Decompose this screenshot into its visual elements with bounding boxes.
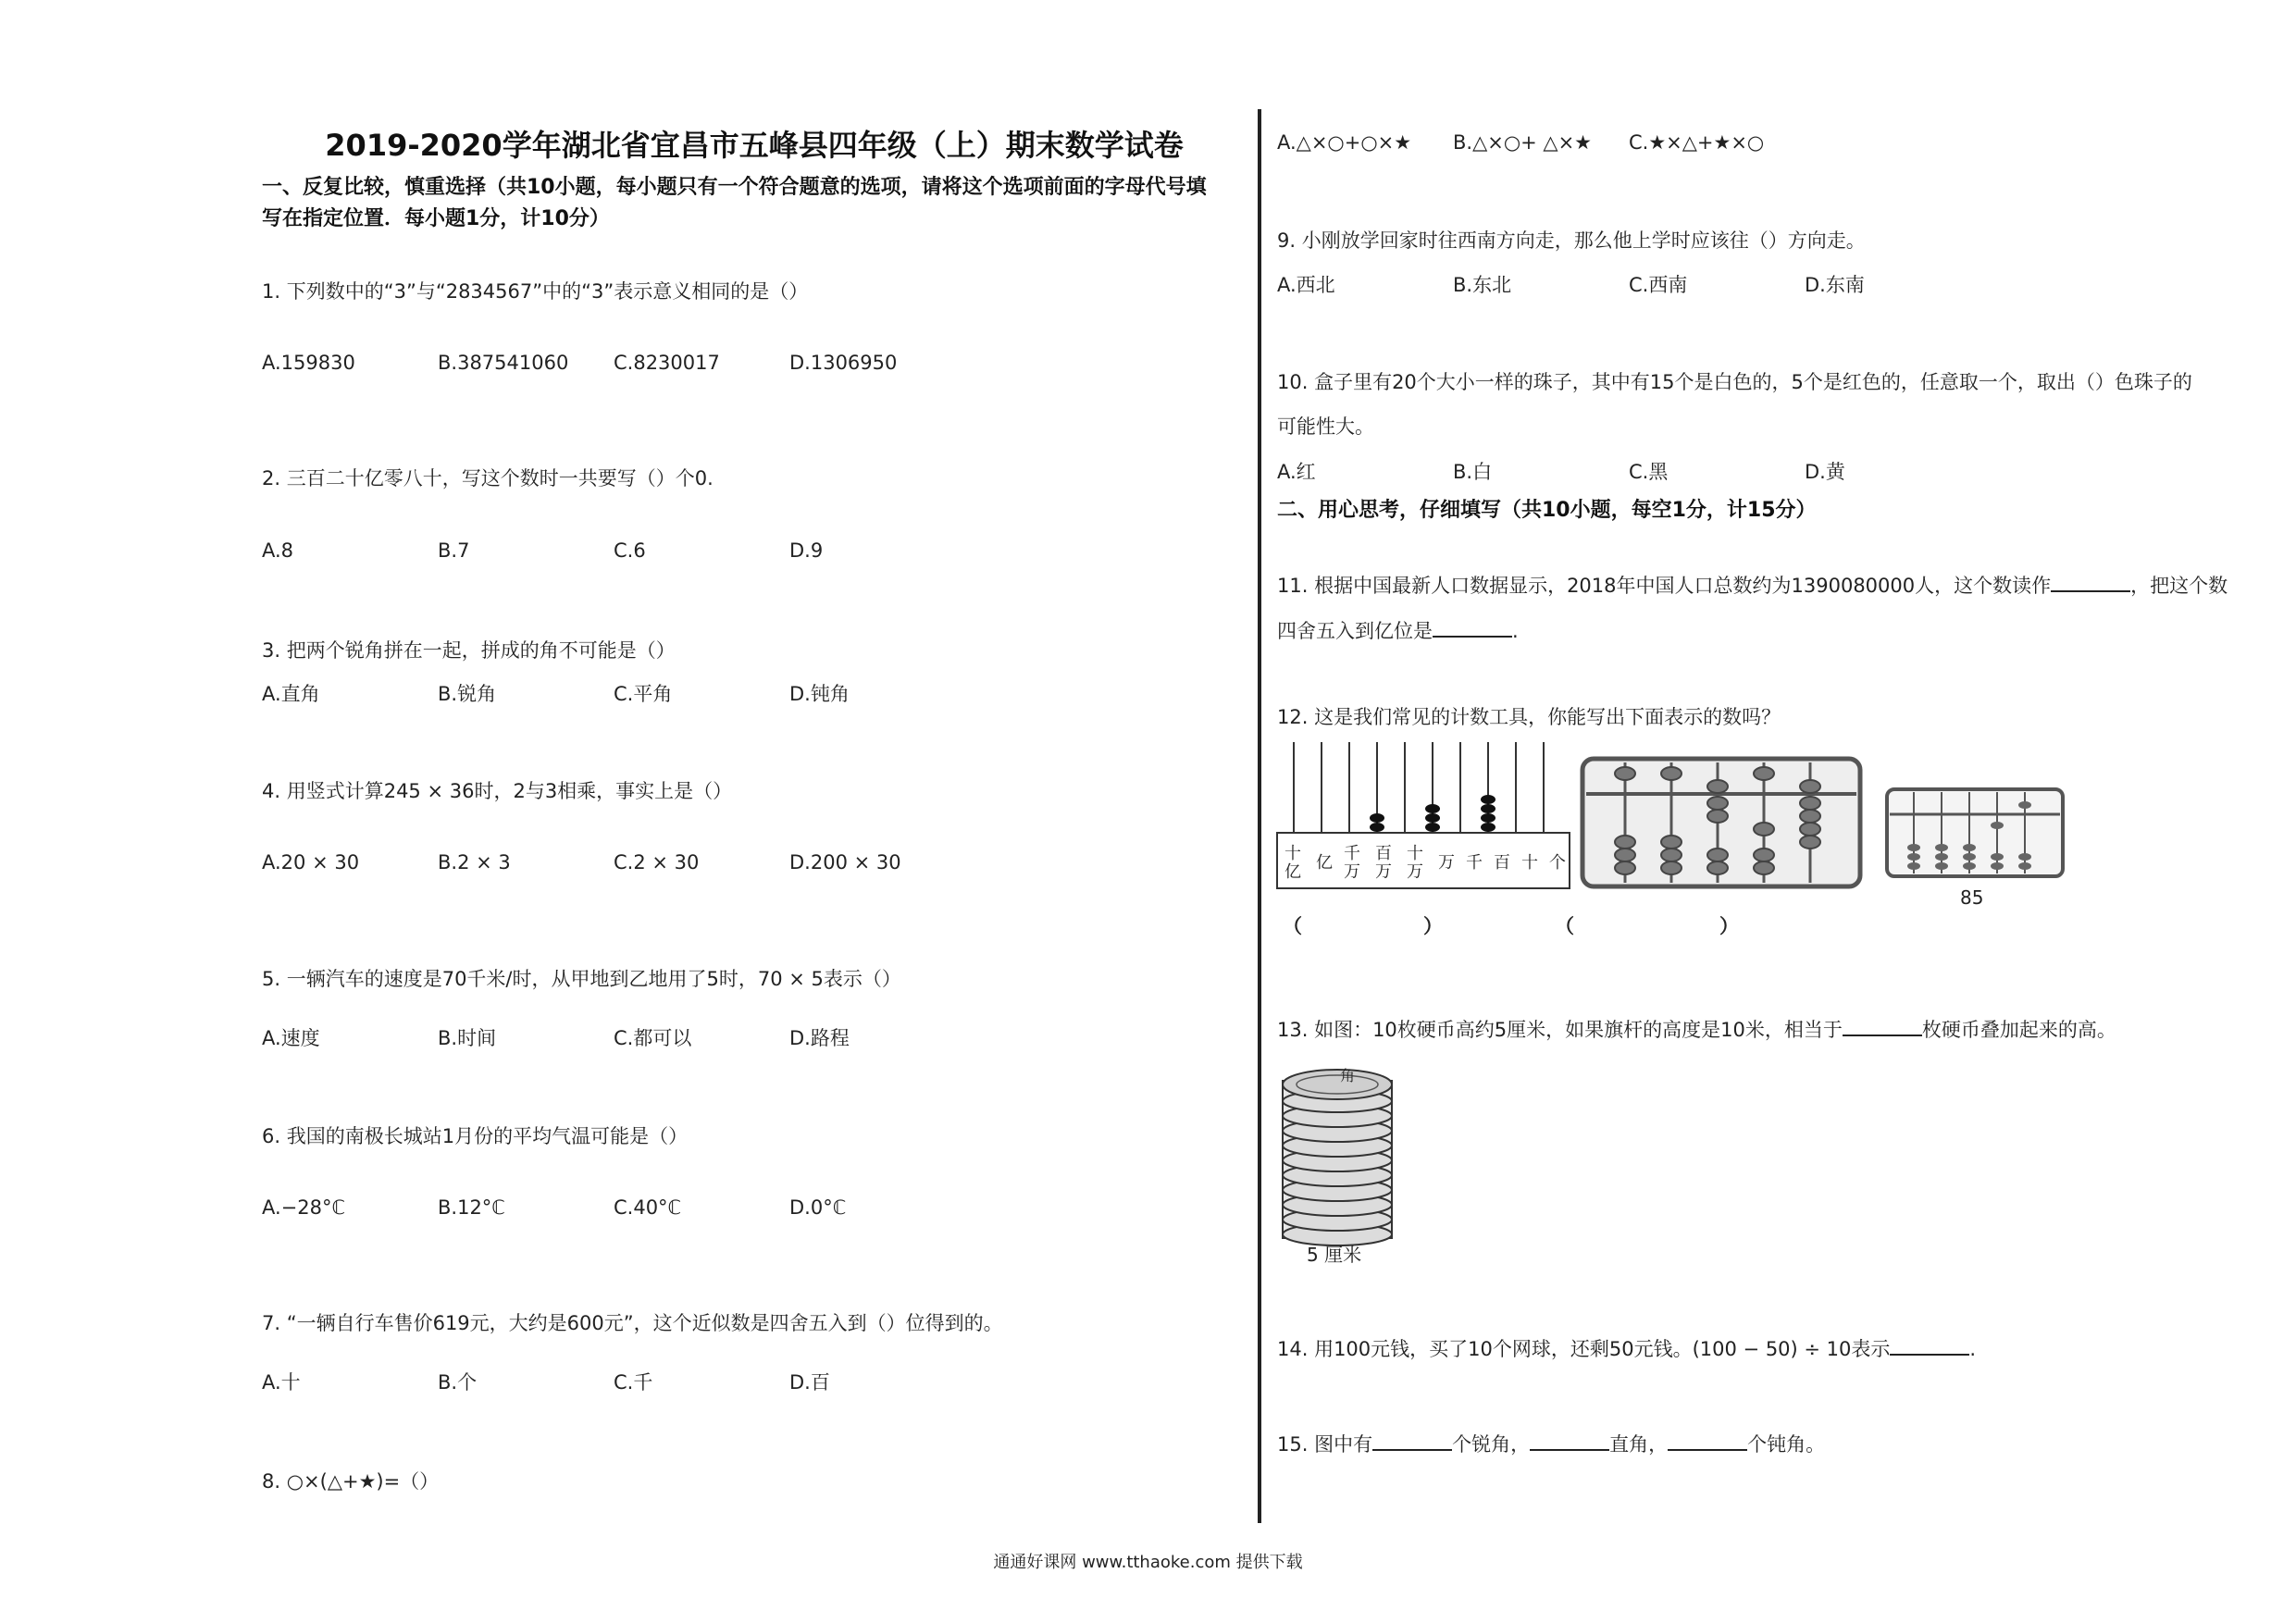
question-13: 13. 如图：10枚硬币高约5厘米，如果旗杆的高度是10米，相当于 枚硬币叠加起来的高。 <box>1277 1016 2116 1044</box>
question-8: 8. ○×(△+★)=（） <box>262 1470 440 1493</box>
option: B.12°ℂ <box>438 1196 505 1219</box>
option: D.1306950 <box>789 352 898 374</box>
answer-paren-1-open: （ <box>1283 915 1302 937</box>
answer-blank[interactable] <box>2051 572 2130 592</box>
small-abacus-figure <box>1884 787 2066 879</box>
option: B.2 × 3 <box>438 851 511 873</box>
question-9: 9. 小刚放学回家时往西南方向走，那么他上学时应该往（）方向走。 <box>1277 229 1866 252</box>
answer-blank[interactable] <box>1372 1431 1452 1451</box>
option: B.时间 <box>438 1027 497 1049</box>
option: A.−28°ℂ <box>262 1196 346 1219</box>
option: C.8230017 <box>614 352 720 374</box>
place-label: 亿 <box>1316 853 1333 873</box>
question-7: 7. “一辆自行车售价619元，大约是600元”，这个近似数是四舍五入到（）位得到的。 <box>262 1312 1003 1334</box>
option: A.直角 <box>262 683 320 705</box>
question-10-line-2: 可能性大。 <box>1277 415 1374 438</box>
question-4: 4. 用竖式计算245 × 36时，2与3相乘，事实上是（） <box>262 780 733 802</box>
question-11-line-2: 四舍五入到亿位是 . <box>1277 617 1519 645</box>
option: B.白 <box>1453 461 1493 483</box>
option: C.都可以 <box>614 1027 692 1049</box>
place-label: 个 <box>1549 853 1566 873</box>
answer-blank[interactable] <box>1668 1431 1747 1451</box>
question-5: 5. 一辆汽车的速度是70千米/时，从甲地到乙地用了5时，70 × 5表示（） <box>262 968 901 990</box>
option: C.黑 <box>1629 461 1669 483</box>
option: B.7 <box>438 539 470 562</box>
option: D.200 × 30 <box>789 851 901 873</box>
option: A.十 <box>262 1371 301 1394</box>
coin-height-label: 5 厘米 <box>1307 1244 1362 1266</box>
option: D.黄 <box>1805 461 1845 483</box>
option: A.8 <box>262 539 294 562</box>
option: B.锐角 <box>438 683 497 705</box>
question-10-line-1: 10. 盒子里有20个大小一样的珠子，其中有15个是白色的，5个是红色的，任意取一个，取出（）色珠子的 <box>1277 371 2192 393</box>
option: B.387541060 <box>438 352 569 374</box>
place-label: 十 <box>1521 853 1538 873</box>
option: C.千 <box>614 1371 653 1394</box>
question-3-options <box>262 679 965 707</box>
question-1: 1. 下列数中的“3”与“2834567”中的“3”表示意义相同的是（） <box>262 280 809 303</box>
question-7-options <box>262 1368 965 1395</box>
section-2-heading: 二、用心思考，仔细填写（共10小题，每空1分，计15分） <box>1277 499 1817 522</box>
option: A.20 × 30 <box>262 851 360 873</box>
option: D.东南 <box>1805 274 1865 296</box>
place-label: 十亿 <box>1285 844 1301 882</box>
option: A.红 <box>1277 461 1316 483</box>
place-label: 百 <box>1494 853 1510 873</box>
question-14: 14. 用100元钱，买了10个网球，还剩50元钱。(100 − 50) ÷ 10表示 . <box>1277 1335 1976 1363</box>
page-title: 2019-2020学年湖北省宜昌市五峰县四年级（上）期末数学试卷 <box>325 128 1184 163</box>
option: C.★×△+★×○ <box>1629 131 1765 154</box>
answer-paren-2-close: ） <box>1719 915 1739 937</box>
abacus-figure <box>1579 755 1866 892</box>
question-2: 2. 三百二十亿零八十，写这个数时一共要写（）个0. <box>262 467 714 489</box>
question-12: 12. 这是我们常见的计数工具，你能写出下面表示的数吗？ <box>1277 706 1781 728</box>
place-label: 十万 <box>1407 844 1423 882</box>
option: B.东北 <box>1453 274 1512 296</box>
page-footer: 通通好课网 www.tthaoke.com 提供下载 <box>993 1553 1303 1572</box>
option: C.40°ℂ <box>614 1196 682 1219</box>
question-6-options <box>262 1196 965 1219</box>
answer-paren-1-close: ） <box>1423 915 1443 937</box>
question-8-options <box>1277 131 1805 154</box>
question-3: 3. 把两个锐角拼在一起，拼成的角不可能是（） <box>262 639 676 662</box>
counting-board-labels <box>1279 837 1571 889</box>
place-label: 万 <box>1438 853 1455 873</box>
option: C.6 <box>614 539 646 562</box>
option: A.159830 <box>262 352 355 374</box>
question-5-options <box>262 1023 965 1051</box>
option: C.西南 <box>1629 274 1688 296</box>
option: A.速度 <box>262 1027 320 1049</box>
answer-paren-2-open: （ <box>1555 915 1574 937</box>
place-label: 百万 <box>1375 844 1392 882</box>
question-2-options <box>262 539 965 562</box>
question-1-options <box>262 352 965 374</box>
option: D.0°ℂ <box>789 1196 847 1219</box>
option: A.△×○+○×★ <box>1277 131 1412 154</box>
option: D.钝角 <box>789 683 850 705</box>
option: C.平角 <box>614 683 673 705</box>
question-15: 15. 图中有 个锐角， 直角， 个钝角。 <box>1277 1431 1825 1458</box>
answer-blank[interactable] <box>1843 1016 1922 1036</box>
question-6: 6. 我国的南极长城站1月份的平均气温可能是（） <box>262 1125 689 1147</box>
option: A.西北 <box>1277 274 1335 296</box>
question-10-options <box>1277 457 1980 485</box>
answer-blank[interactable] <box>1530 1431 1609 1451</box>
coin-face-label: 角 <box>1340 1067 1356 1084</box>
abacus-value-label: 85 <box>1960 886 1984 909</box>
option: B.个 <box>438 1371 478 1394</box>
answer-blank[interactable] <box>1433 617 1512 638</box>
coin-stack-figure <box>1277 1062 1397 1247</box>
option: C.2 × 30 <box>614 851 700 873</box>
column-divider <box>1258 109 1261 1523</box>
place-label: 千万 <box>1344 844 1360 882</box>
option: B.△×○+ △×★ <box>1453 131 1592 154</box>
section-1-heading: 一、反复比较，慎重选择（共10小题，每小题只有一个符合题意的选项，请将这个选项前面的字母代号填 写在指定位置．每小题1分，计10分） <box>262 176 1207 230</box>
answer-blank[interactable] <box>1890 1335 1969 1356</box>
place-label: 千 <box>1466 853 1483 873</box>
option: D.百 <box>789 1371 830 1394</box>
option: D.路程 <box>789 1027 850 1049</box>
option: D.9 <box>789 539 824 562</box>
question-9-options <box>1277 270 1980 298</box>
question-4-options <box>262 851 965 873</box>
question-11-line-1: 11. 根据中国最新人口数据显示，2018年中国人口总数约为1390080000人，这个数读作 ，把这个数 <box>1277 572 2228 600</box>
